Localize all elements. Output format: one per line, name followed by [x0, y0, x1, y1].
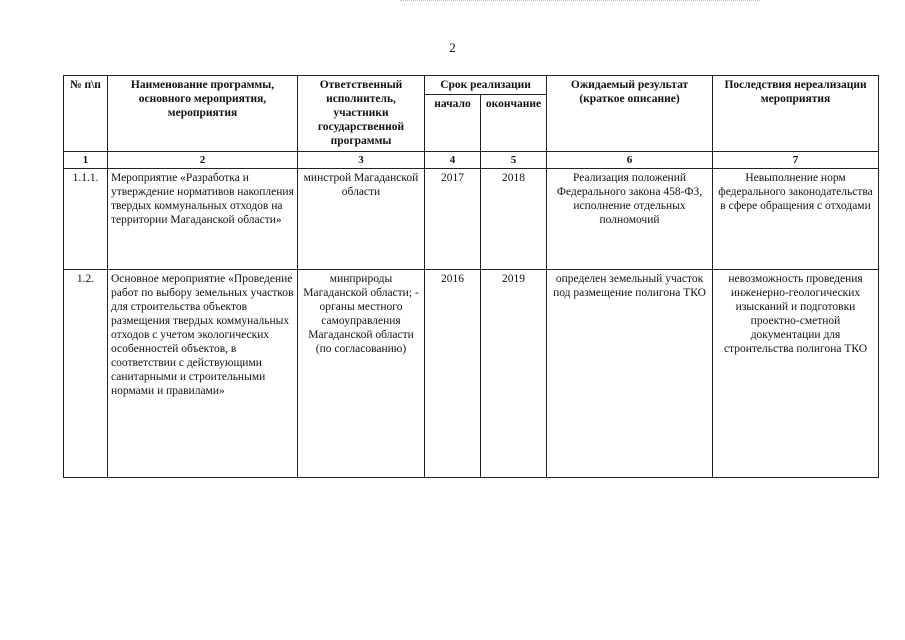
header-consequences: Последствия нереализации мероприятия — [713, 76, 879, 152]
scan-artifact — [400, 0, 760, 3]
header-end: окончание — [481, 95, 547, 152]
row-num: 1.2. — [64, 270, 108, 478]
page-number: 2 — [449, 40, 456, 55]
column-number: 7 — [713, 152, 879, 169]
program-table — [63, 75, 879, 478]
header-name: Наименование программы, основного мероприятия, мероприятия — [108, 76, 298, 152]
header-executor: Ответственный исполнитель, участники государственной программы — [298, 76, 425, 152]
column-number: 1 — [64, 152, 108, 169]
table-row — [64, 270, 879, 478]
column-number: 5 — [481, 152, 547, 169]
column-number-row — [64, 152, 879, 169]
row-end: 2018 — [481, 169, 547, 270]
row-start: 2016 — [425, 270, 481, 478]
row-consequences: Невыполнение норм федерального законодательства в сфере обращения с отходами — [713, 169, 879, 270]
header-term: Срок реализации — [425, 76, 547, 95]
row-name: Основное мероприятие «Проведение работ по выбору земельных участков для строительства объектов размещения твердых коммунальных отходов с учетом экологических особенностей объектов, в соответствии с действующими санитарными и строительными нормами и правилами» — [108, 270, 298, 478]
column-number: 4 — [425, 152, 481, 169]
header-start: начало — [425, 95, 481, 152]
header-row — [64, 76, 879, 95]
row-consequences: невозможность проведения инженерно-геологических изысканий и подготовки проектно-сметной документации для строительства полигона ТКО — [713, 270, 879, 478]
row-start: 2017 — [425, 169, 481, 270]
column-number: 6 — [547, 152, 713, 169]
header-num: № п\п — [64, 76, 108, 152]
row-result: определен земельный участок под размещение полигона ТКО — [547, 270, 713, 478]
column-number: 3 — [298, 152, 425, 169]
header-result: Ожидаемый результат (краткое описание) — [547, 76, 713, 152]
row-executor: минстрой Магаданской области — [298, 169, 425, 270]
table-row — [64, 169, 879, 270]
row-name: Мероприятие «Разработка и утверждение нормативов накопления твердых коммунальных отходов на территории Магаданской области» — [108, 169, 298, 270]
row-num: 1.1.1. — [64, 169, 108, 270]
row-executor: минприроды Магаданской области; - органы местного самоуправления Магаданской области (по согласованию) — [298, 270, 425, 478]
row-end: 2019 — [481, 270, 547, 478]
row-result: Реализация положений Федерального закона 458-ФЗ, исполнение отдельных полномочий — [547, 169, 713, 270]
column-number: 2 — [108, 152, 298, 169]
